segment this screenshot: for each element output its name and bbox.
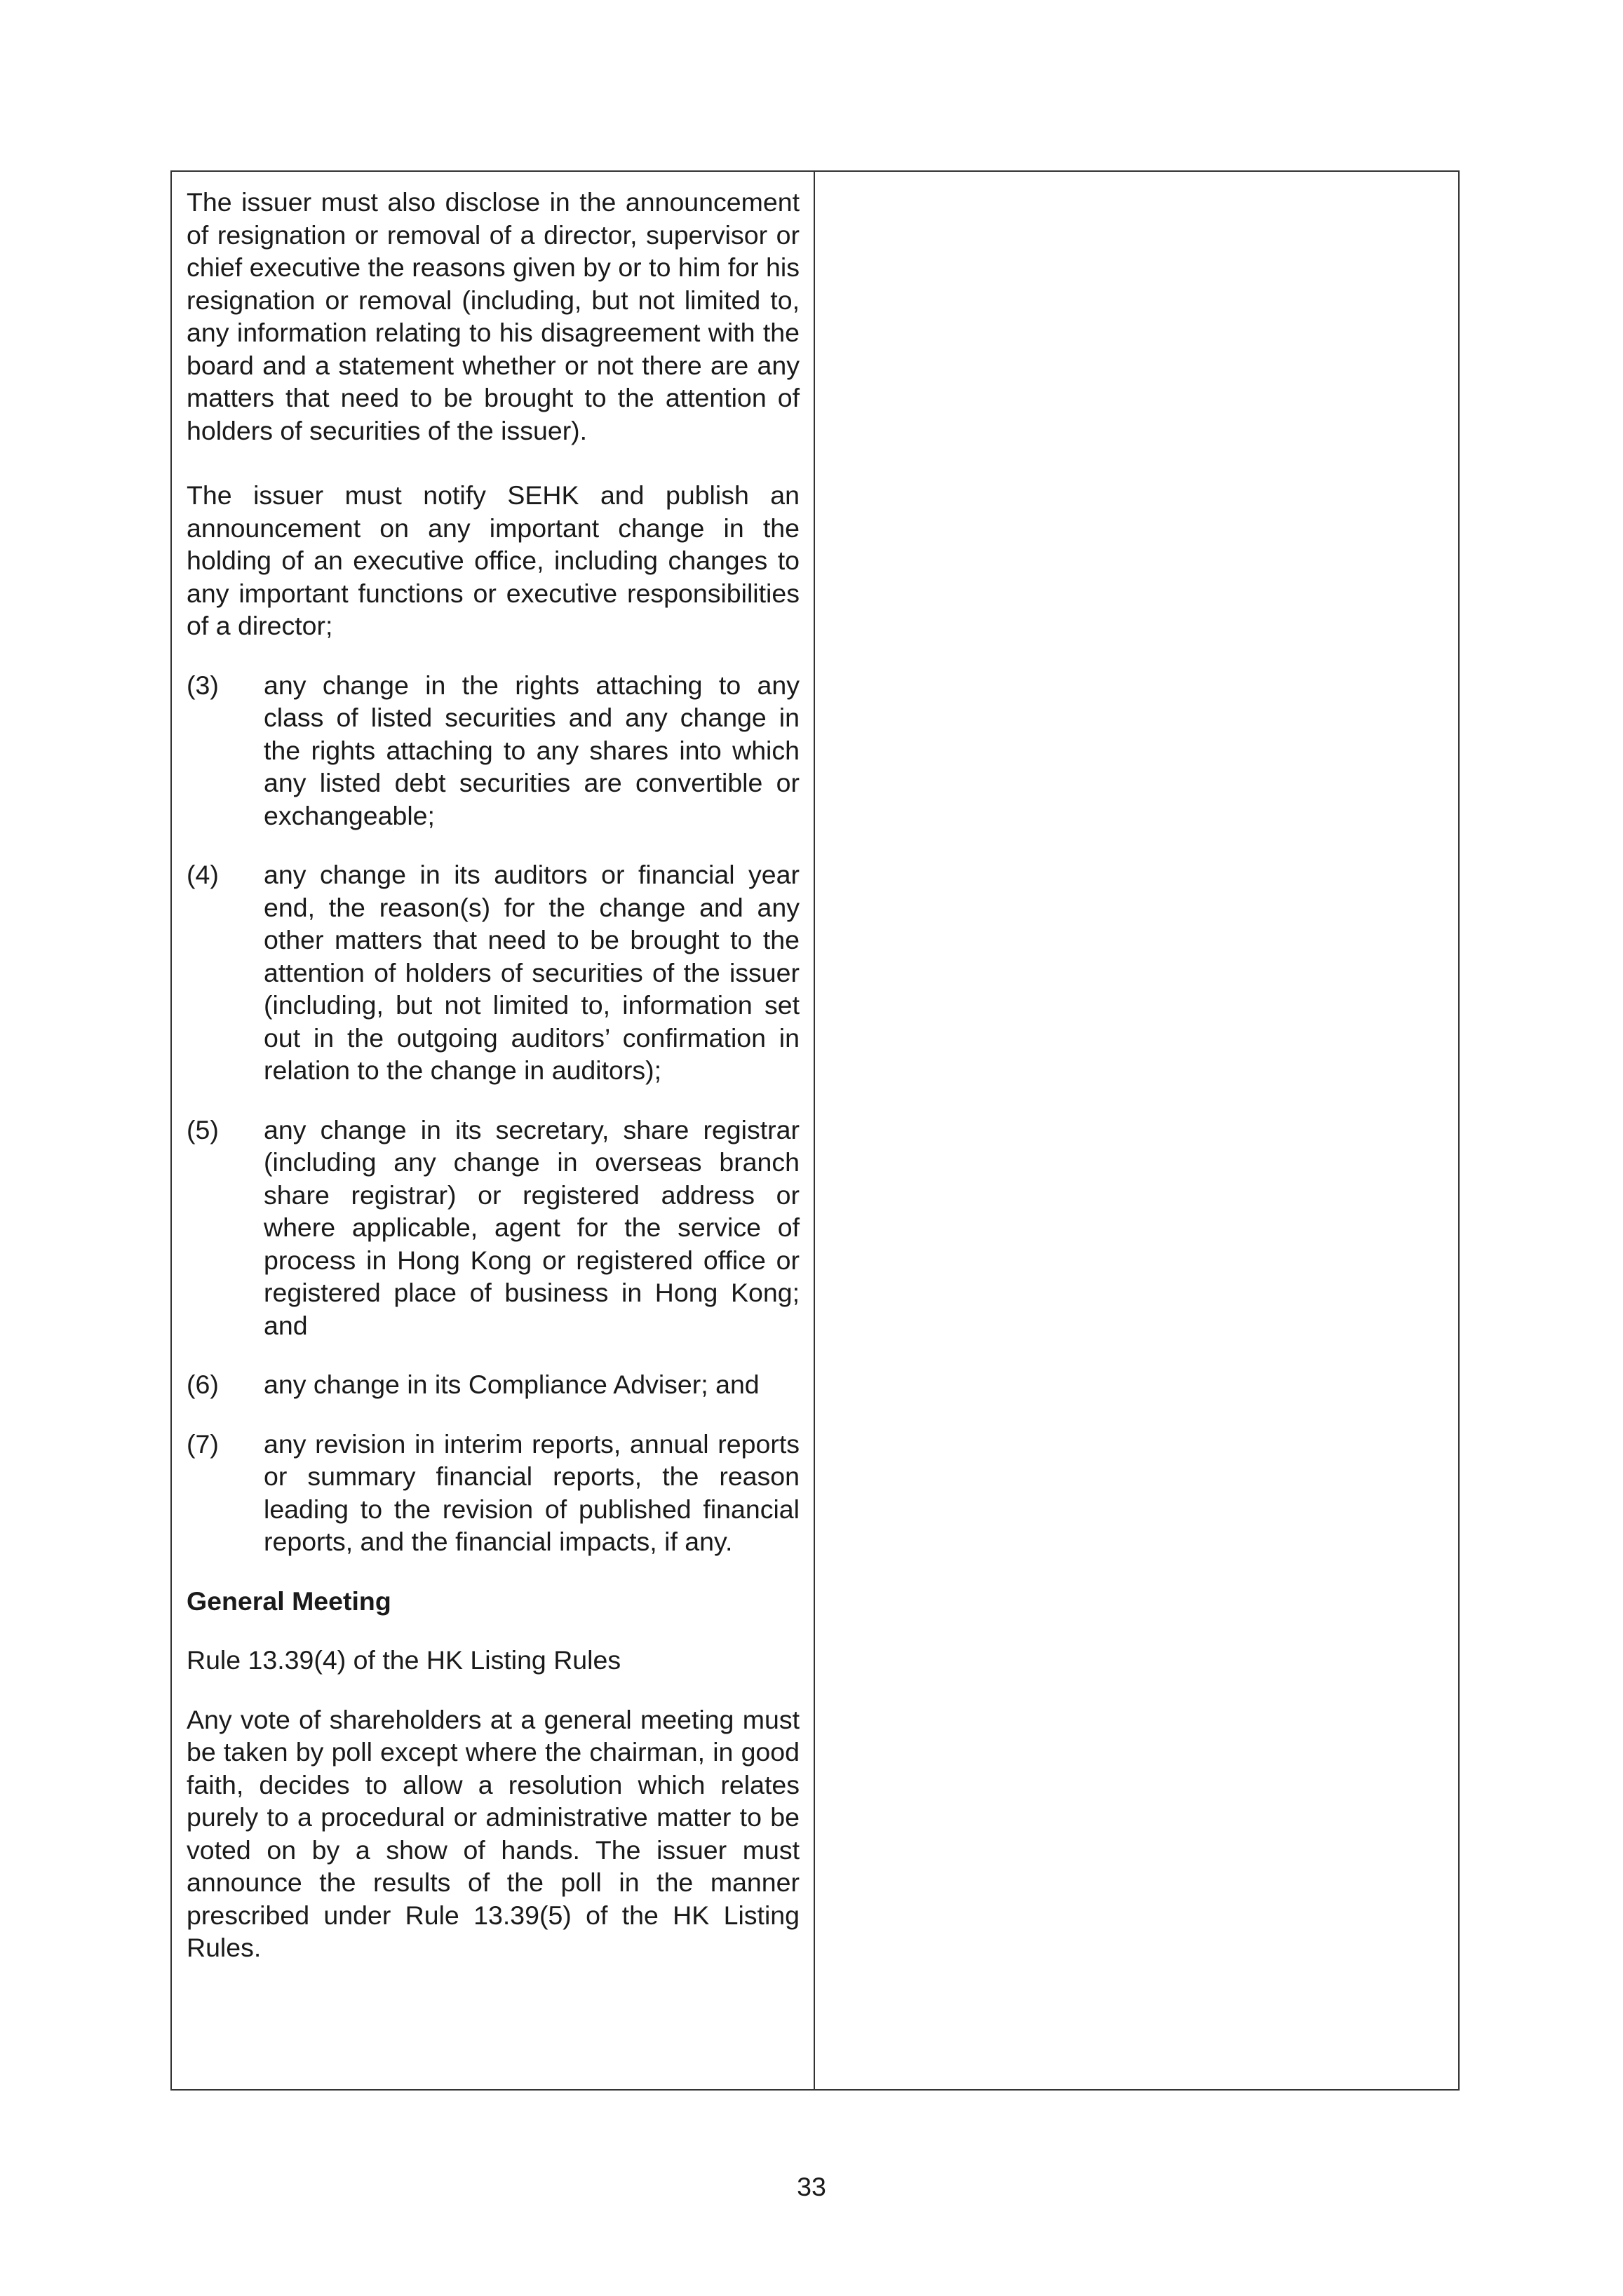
list-item-text: any revision in interim reports, annual reports or summary financial reports, the reason leading to the revision of published financial reports, and the financial impacts, if any. [264,1429,800,1556]
page-number: 33 [797,2172,826,2201]
section-heading: General Meeting [187,1586,391,1616]
paragraph-executive-office-change: The issuer must notify SEHK and publish an announcement on any important change in the holding of an executive office, including changes to any important functions or executive responsibilities of a director; [187,480,800,640]
list-item-text: any change in its auditors or financial year end, the reason(s) for the change and any other matters that need to be brought to the attention of holders of securities of the issuer (including, but not limited to, information set out in the outgoing auditors’ confirmation in relation to the change in auditors); [264,860,800,1085]
list-item-text: any change in its secretary, share registrar (including any change in overseas branch share registrar) or registered address or where applicable, agent for the service of process in Hong Kong or registered office or registered place of business in Hong Kong; and [264,1114,800,1340]
list-item [187,1428,800,1558]
rule-reference: Rule 13.39(4) of the HK Listing Rules [187,1645,621,1675]
paragraph-resignation-disclosure: The issuer must also disclose in the announcement of resignation or removal of a director, supervisor or chief executive the reasons given by or to him for his resignation or removal (including, but not limited to, any information relating to his disagreement with the board and a statement whether or not there are any matters that need to be brought to the attention of holders of securities of the issuer). [187,187,800,445]
list-item [187,858,800,1087]
list-item-number: (6) [187,1370,219,1399]
list-item-number: (4) [187,860,219,889]
comparison-table [170,170,1460,2091]
paragraph-general-meeting: Any vote of shareholders at a general meeting must be taken by poll except where the chairman, in good faith, decides to allow a resolution which relates purely to a procedural or administrative matter to be voted on by a show of hands. The issuer must announce the results of the poll in the manner prescribed under Rule 13.39(5) of the HK Listing Rules. [187,1704,800,1962]
list-item-number: (7) [187,1429,219,1459]
list-item [187,1114,800,1342]
list-item-number: (3) [187,670,219,700]
list-item [187,669,800,832]
list-item-number: (5) [187,1114,219,1144]
table-cell-right [815,172,1458,2089]
list-item-text: any change in its Compliance Adviser; and [264,1370,760,1399]
table-cell-left [172,172,815,2089]
list-item-text: any change in the rights attaching to any class of listed securities and any change in the rights attaching to any shares into which any listed debt securities are convertible or exchangeable; [264,670,800,830]
list-item [187,1368,800,1401]
